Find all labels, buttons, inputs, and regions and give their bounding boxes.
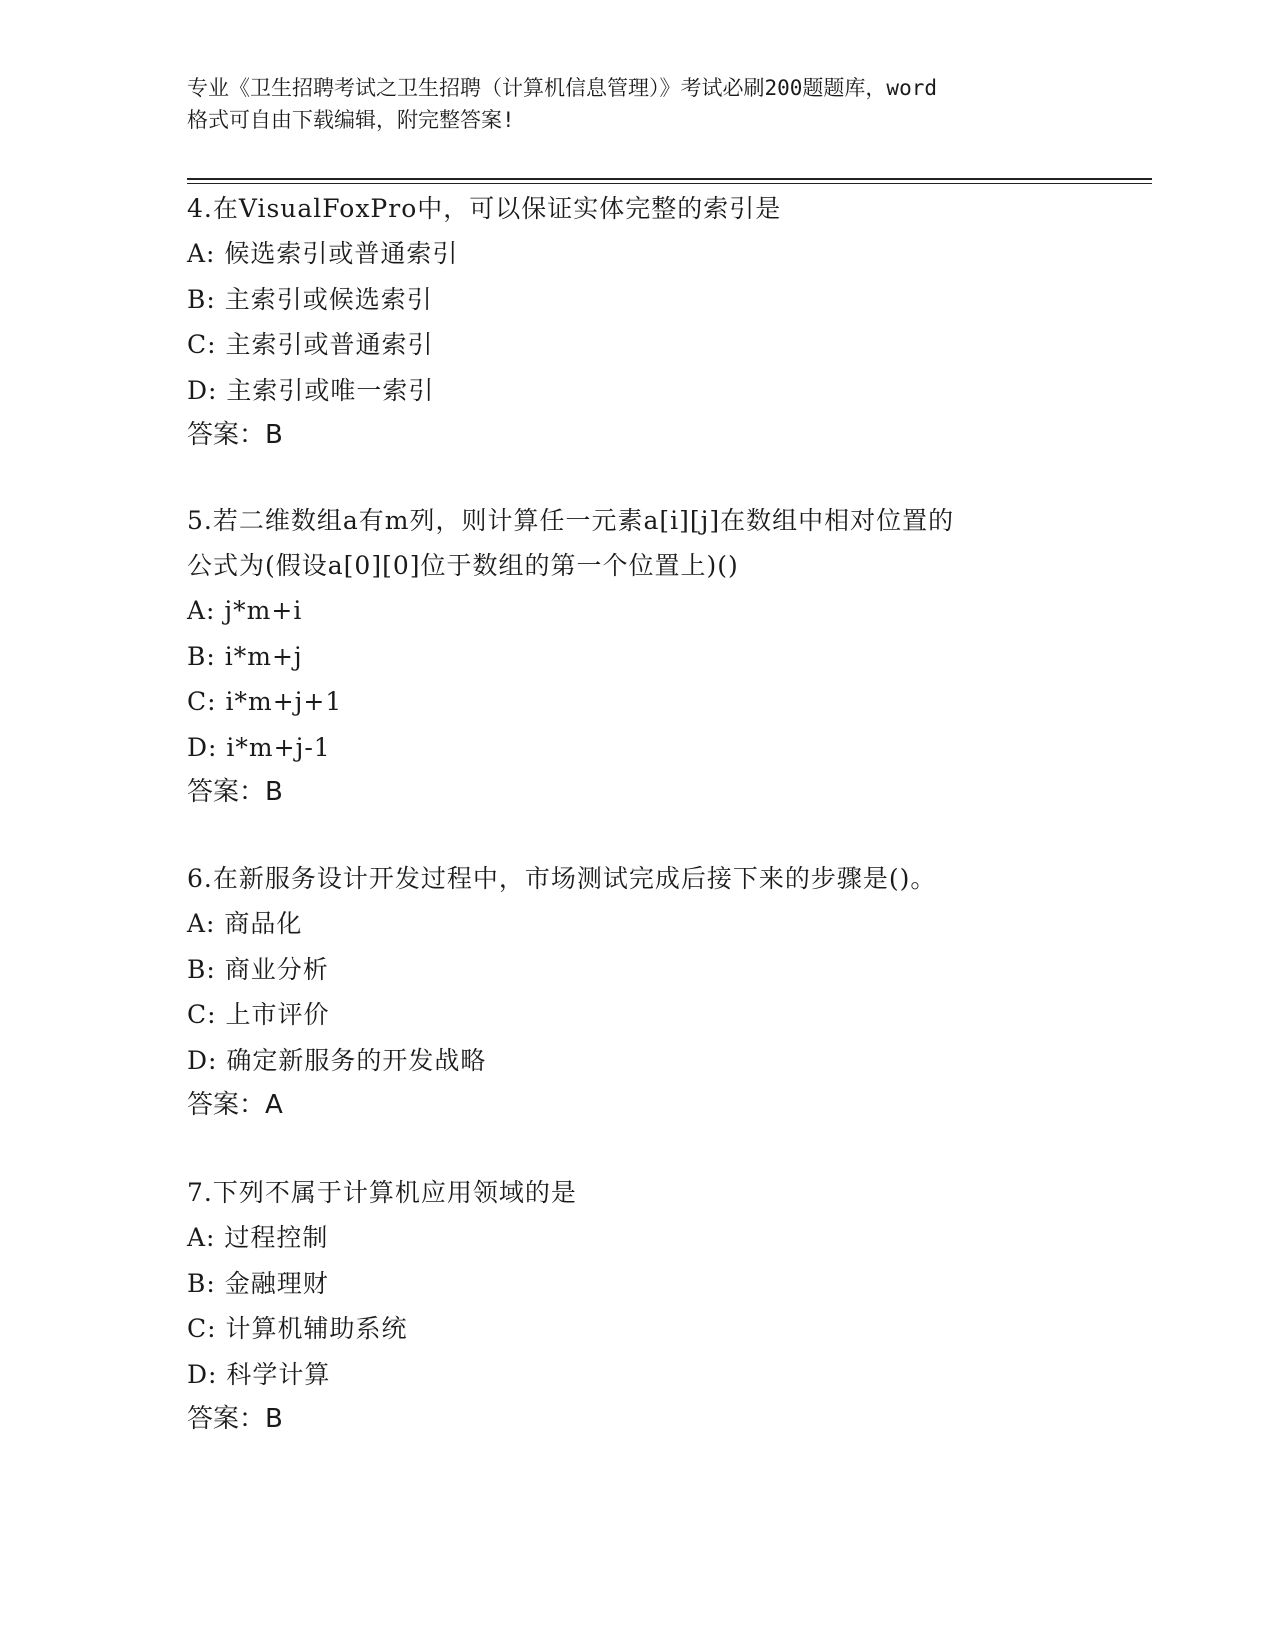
answer: 答案：B [187, 420, 283, 450]
answer: 答案：B [187, 1404, 283, 1434]
option-c: C: 上市评价 [187, 1000, 330, 1029]
question-text: 7.下列不属于计算机应用领域的是 [187, 1178, 577, 1207]
option-d: D: i*m+j-1 [187, 732, 331, 762]
answer: 答案：A [187, 1090, 283, 1120]
option-a: A: 过程控制 [187, 1223, 329, 1252]
question-5 [187, 498, 1107, 815]
header-divider-thin [187, 183, 1152, 184]
option-c: C: i*m+j+1 [187, 687, 343, 716]
option-c: C: 主索引或普通索引 [187, 330, 434, 359]
header-line-2: 格式可自由下载编辑，附完整答案! [187, 108, 515, 132]
question-4 [187, 186, 1107, 458]
option-c: C: 计算机辅助系统 [187, 1314, 408, 1343]
question-text: 6.在新服务设计开发过程中，市场测试完成后接下来的步骤是()。 [187, 864, 937, 893]
option-b: B: 商业分析 [187, 954, 329, 984]
document-header [187, 72, 1087, 136]
option-a: A: j*m+i [187, 596, 303, 625]
question-6 [187, 856, 1107, 1128]
option-d: D: 主索引或唯一索引 [187, 375, 435, 405]
option-b: B: 金融理财 [187, 1268, 329, 1298]
question-text-line-2: 公式为(假设a[0][0]位于数组的第一个位置上)() [187, 551, 739, 580]
option-d: D: 确定新服务的开发战略 [187, 1045, 487, 1075]
option-d: D: 科学计算 [187, 1359, 331, 1389]
answer: 答案：B [187, 777, 283, 807]
option-b: B: i*m+j [187, 641, 303, 671]
question-7 [187, 1170, 1107, 1442]
header-divider-thick [187, 178, 1152, 180]
option-b: B: 主索引或候选索引 [187, 284, 433, 314]
question-text-line-1: 5.若二维数组a有m列，则计算任一元素a[i][j]在数组中相对位置的 [187, 506, 955, 535]
option-a: A: 商品化 [187, 909, 303, 938]
option-a: A: 候选索引或普通索引 [187, 239, 459, 268]
header-line-1: 专业《卫生招聘考试之卫生招聘（计算机信息管理）》考试必刷200题题库，word [187, 76, 937, 100]
question-text: 4.在VisualFoxPro中，可以保证实体完整的索引是 [187, 194, 782, 223]
